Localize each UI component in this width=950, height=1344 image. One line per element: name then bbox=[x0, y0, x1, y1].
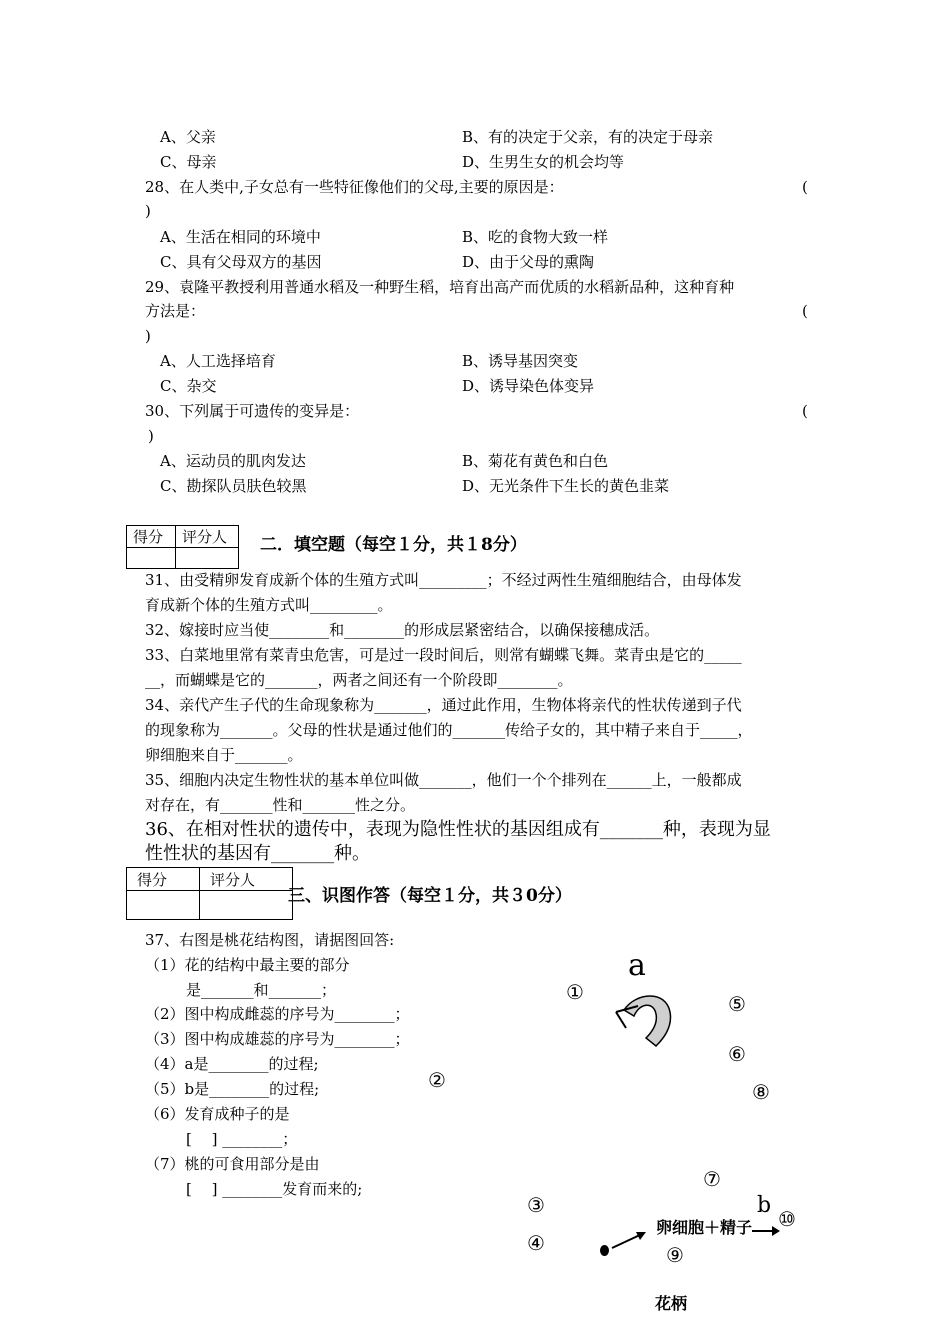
q31-line2: 育成新个体的生殖方式叫_________。 bbox=[145, 596, 393, 614]
grader-label: 评分人 bbox=[176, 526, 239, 548]
q37-sub4: （4）a是________的过程; bbox=[145, 1055, 319, 1073]
section3-title: 三、识图作答（每空１分，共３0分） bbox=[288, 886, 572, 906]
q27-option-d: D、生男生女的机会均等 bbox=[462, 153, 625, 171]
q37-sub6-answer: [ ] ________； bbox=[186, 1130, 298, 1148]
diagram-num-3: ③ bbox=[527, 1193, 545, 1217]
q29-option-d: D、诱导染色体变异 bbox=[462, 377, 595, 395]
q29-option-a: A、人工选择培育 bbox=[160, 352, 276, 370]
q34-line1: 34、亲代产生子代的生命现象称为_______，通过此作用，生物体将亲代的性状传递到子代 bbox=[145, 696, 742, 714]
diagram-label-b: b bbox=[757, 1193, 772, 1218]
diagram-num-1: ① bbox=[566, 980, 584, 1004]
q37-sub7-answer: [ ] ________发育而来的; bbox=[186, 1180, 363, 1198]
score-box-section2 bbox=[126, 525, 239, 569]
q28-option-d: D、由于父母的熏陶 bbox=[462, 253, 595, 271]
q34-line3: 卵细胞来自于_______。 bbox=[145, 746, 303, 764]
diagram-num-10: ⑩ bbox=[778, 1207, 796, 1231]
q33-line2: __，而蝴蝶是它的_______，两者之间还有一个阶段即________。 bbox=[145, 671, 573, 689]
score-label: 得分 bbox=[127, 868, 200, 891]
q28-paren-close: ) bbox=[145, 202, 151, 220]
ovule-dot bbox=[600, 1245, 609, 1256]
q30-paren-close: ) bbox=[148, 427, 154, 445]
q27-option-a: A、父亲 bbox=[160, 128, 216, 146]
q29-paren-close: ) bbox=[145, 327, 151, 345]
q37-sub5: （5）b是________的过程; bbox=[145, 1080, 320, 1098]
diagram-num-8: ⑧ bbox=[752, 1080, 770, 1104]
q35-line1: 35、细胞内决定生物性状的基本单位叫做_______，他们一个个排列在______上，一般都成 bbox=[145, 771, 742, 789]
q29-paren-open: ( bbox=[802, 302, 808, 320]
grader-label: 评分人 bbox=[200, 868, 293, 891]
q29-stem-line1: 29、袁隆平教授利用普通水稻及一种野生稻，培育出高产而优质的水稻新品种，这种育种 bbox=[145, 278, 735, 296]
q37-sub3: （3）图中构成雄蕊的序号为________； bbox=[145, 1030, 410, 1048]
flower-stalk-label: 花柄 bbox=[655, 1294, 688, 1313]
q30-option-a: A、运动员的肌肉发达 bbox=[160, 452, 306, 470]
q28-stem: 28、在人类中,子女总有一些特征像他们的父母,主要的原因是： bbox=[145, 178, 564, 196]
diagram-label-a: a bbox=[628, 948, 646, 983]
curved-arrow-icon bbox=[610, 982, 680, 1050]
q32: 32、嫁接时应当使________和________的形成层紧密结合，以确保接穗成活。 bbox=[145, 621, 660, 639]
q35-line2: 对存在，有_______性和_______性之分。 bbox=[145, 796, 416, 814]
diagram-num-7: ⑦ bbox=[703, 1167, 721, 1191]
q30-stem: 30、下列属于可遗传的变异是： bbox=[145, 402, 360, 420]
section2-title: 二．填空题（每空１分，共１8分） bbox=[260, 535, 527, 555]
diagram-num-9: ⑨ bbox=[666, 1243, 684, 1267]
q37-sub7: （7）桃的可食用部分是由 bbox=[145, 1155, 320, 1173]
arrow-right-icon bbox=[752, 1224, 782, 1238]
q37-sub6: （6）发育成种子的是 bbox=[145, 1105, 290, 1123]
q28-option-a: A、生活在相同的环境中 bbox=[160, 228, 321, 246]
q37-sub1-answer: 是_______和_______； bbox=[186, 981, 337, 999]
arrow-up-right-icon bbox=[610, 1228, 650, 1252]
q29-stem-line2: 方法是： bbox=[145, 302, 206, 320]
q33-line1: 33、白菜地里常有菜青虫危害，可是过一段时间后，则常有蝴蝶飞舞。菜青虫是它的_____ bbox=[145, 646, 742, 664]
q30-option-b: B、菊花有黄色和白色 bbox=[462, 452, 609, 470]
score-cell[interactable] bbox=[127, 548, 176, 569]
q27-option-c: C、母亲 bbox=[160, 153, 217, 171]
diagram-num-6: ⑥ bbox=[728, 1042, 746, 1066]
q36-line2: 性性状的基因有_______种。 bbox=[145, 843, 370, 864]
q37-sub2: （2）图中构成雌蕊的序号为________； bbox=[145, 1005, 410, 1023]
score-cell[interactable] bbox=[127, 891, 200, 920]
diagram-num-4: ④ bbox=[527, 1231, 545, 1255]
q30-option-d: D、无光条件下生长的黄色韭菜 bbox=[462, 477, 670, 495]
fertilization-label: 卵细胞＋精子 bbox=[656, 1218, 753, 1237]
diagram-num-5: ⑤ bbox=[728, 992, 746, 1016]
q27-option-b: B、有的决定于父亲，有的决定于母亲 bbox=[462, 128, 714, 146]
grader-cell[interactable] bbox=[176, 548, 239, 569]
q36-line1: 36、在相对性状的遗传中，表现为隐性性状的基因组成有_______种，表现为显 bbox=[145, 819, 771, 840]
q37-sub1: （1）花的结构中最主要的部分 bbox=[145, 956, 350, 974]
q28-option-b: B、吃的食物大致一样 bbox=[462, 228, 609, 246]
q30-option-c: C、勘探队员肤色较黑 bbox=[160, 477, 307, 495]
q34-line2: 的现象称为_______。父母的性状是通过他们的_______传给子女的，其中精子来自于_____， bbox=[145, 721, 753, 739]
grader-cell[interactable] bbox=[200, 891, 293, 920]
q29-option-c: C、杂交 bbox=[160, 377, 217, 395]
q30-paren-open: ( bbox=[802, 402, 808, 420]
score-box-section3 bbox=[126, 867, 293, 920]
diagram-num-2: ② bbox=[428, 1068, 446, 1092]
q37-stem: 37、右图是桃花结构图，请据图回答: bbox=[145, 931, 395, 949]
q29-option-b: B、诱导基因突变 bbox=[462, 352, 579, 370]
score-label: 得分 bbox=[127, 526, 176, 548]
q31-line1: 31、由受精卵发育成新个体的生殖方式叫_________；不经过两性生殖细胞结合，由母体发 bbox=[145, 571, 742, 589]
q28-option-c: C、具有父母双方的基因 bbox=[160, 253, 322, 271]
q28-paren-open: ( bbox=[802, 178, 808, 196]
